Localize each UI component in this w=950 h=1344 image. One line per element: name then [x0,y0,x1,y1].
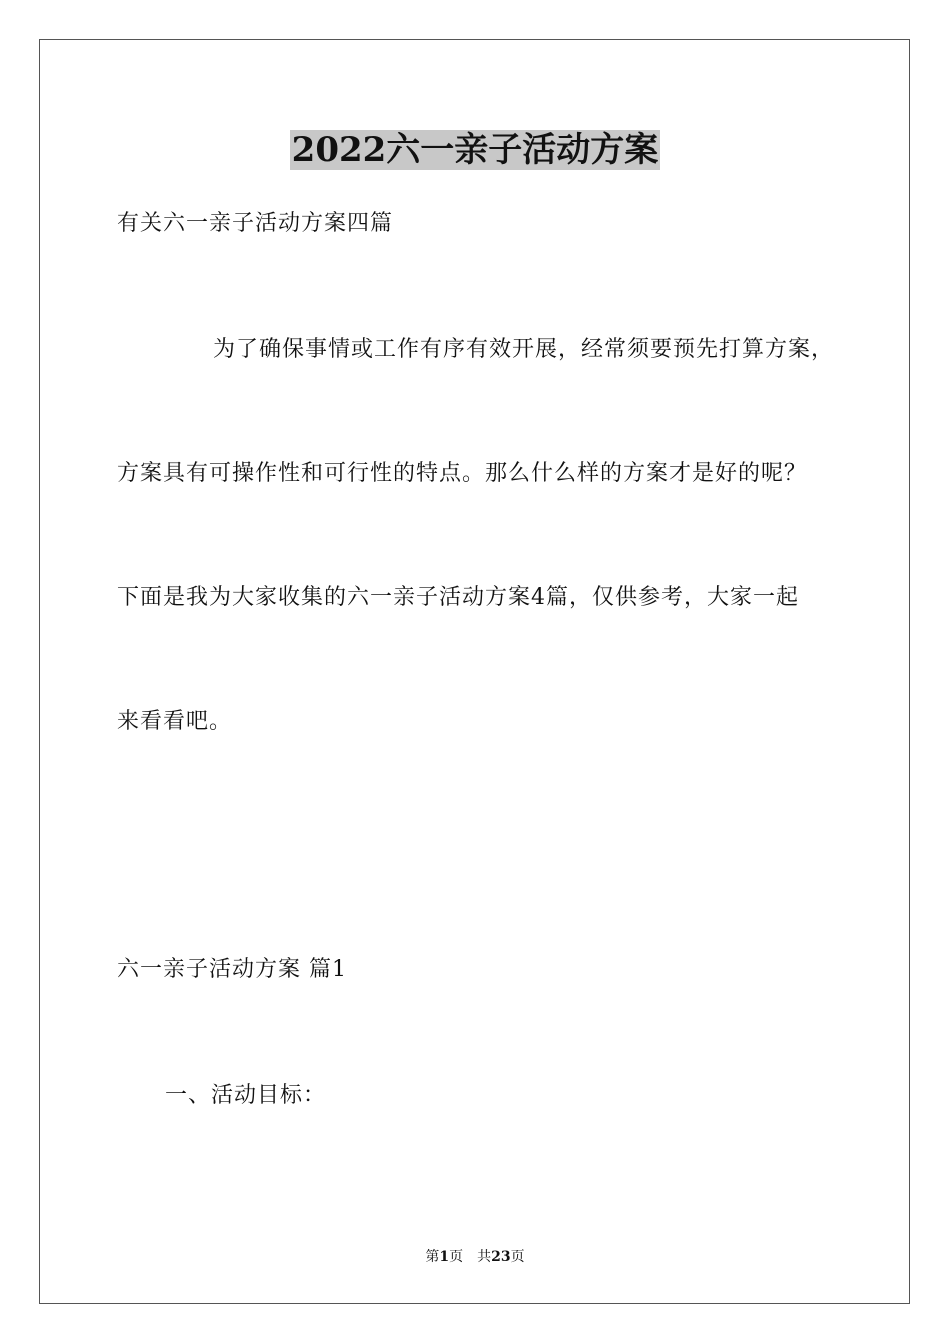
page-footer [0,1247,950,1267]
intro-line-1: 为了确保事情或工作有序有效开展，经常须要预先打算方案， [213,337,835,362]
document-title [0,128,950,172]
section-heading: 六一亲子活动方案 篇1 [117,957,347,982]
intro-line-3: 下面是我为大家收集的六一亲子活动方案4篇，仅供参考，大家一起 [117,585,799,610]
intro-line-4: 来看看吧。 [117,709,233,734]
document-subtitle: 有关六一亲子活动方案四篇 [117,211,394,236]
footer-total-pages: 23 [491,1249,511,1265]
subsection-heading: 一、活动目标： [165,1083,327,1108]
intro-line-2: 方案具有可操作性和可行性的特点。那么什么样的方案才是好的呢？ [117,461,808,486]
footer-prefix: 第 [425,1249,440,1265]
footer-suffix: 页 [510,1249,525,1265]
footer-middle: 页 共 [449,1249,492,1265]
footer-page-number: 1 [439,1249,450,1265]
document-title-text: 2022六一亲子活动方案 [291,130,659,170]
